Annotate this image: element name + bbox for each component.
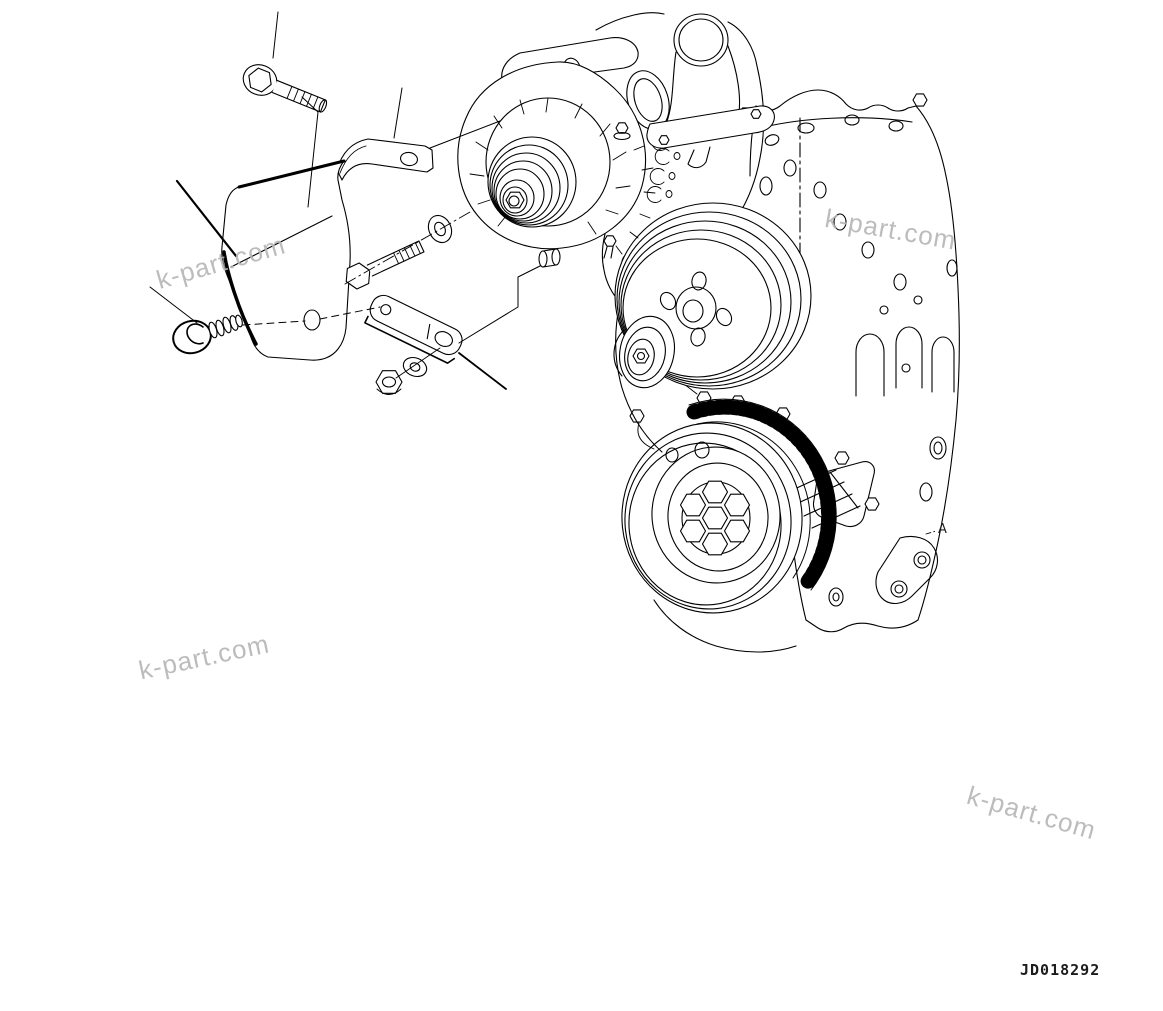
crankshaft-damper	[613, 410, 812, 622]
alternator-pivot-bolt	[539, 249, 560, 267]
upper-bracket-strap	[337, 139, 433, 180]
watermark-upper-right: k-part.com	[822, 203, 959, 256]
alternator-pulley	[488, 137, 576, 227]
hex-nut	[376, 371, 402, 395]
watermark-lower-left: k-part.com	[136, 628, 273, 686]
mounting-bolt	[341, 236, 426, 292]
watermark-lower-right: k-part.com	[963, 780, 1100, 846]
alternator	[458, 38, 655, 267]
watermark-upper-left: k-part.com	[153, 229, 289, 295]
damper-guard-bolt	[630, 410, 644, 422]
lower-bracket-strap	[363, 291, 466, 365]
ribbed-fitting-bolt	[170, 314, 244, 357]
view-callout-a: A	[938, 522, 947, 537]
figure-code-label: JD018292	[1020, 961, 1101, 979]
